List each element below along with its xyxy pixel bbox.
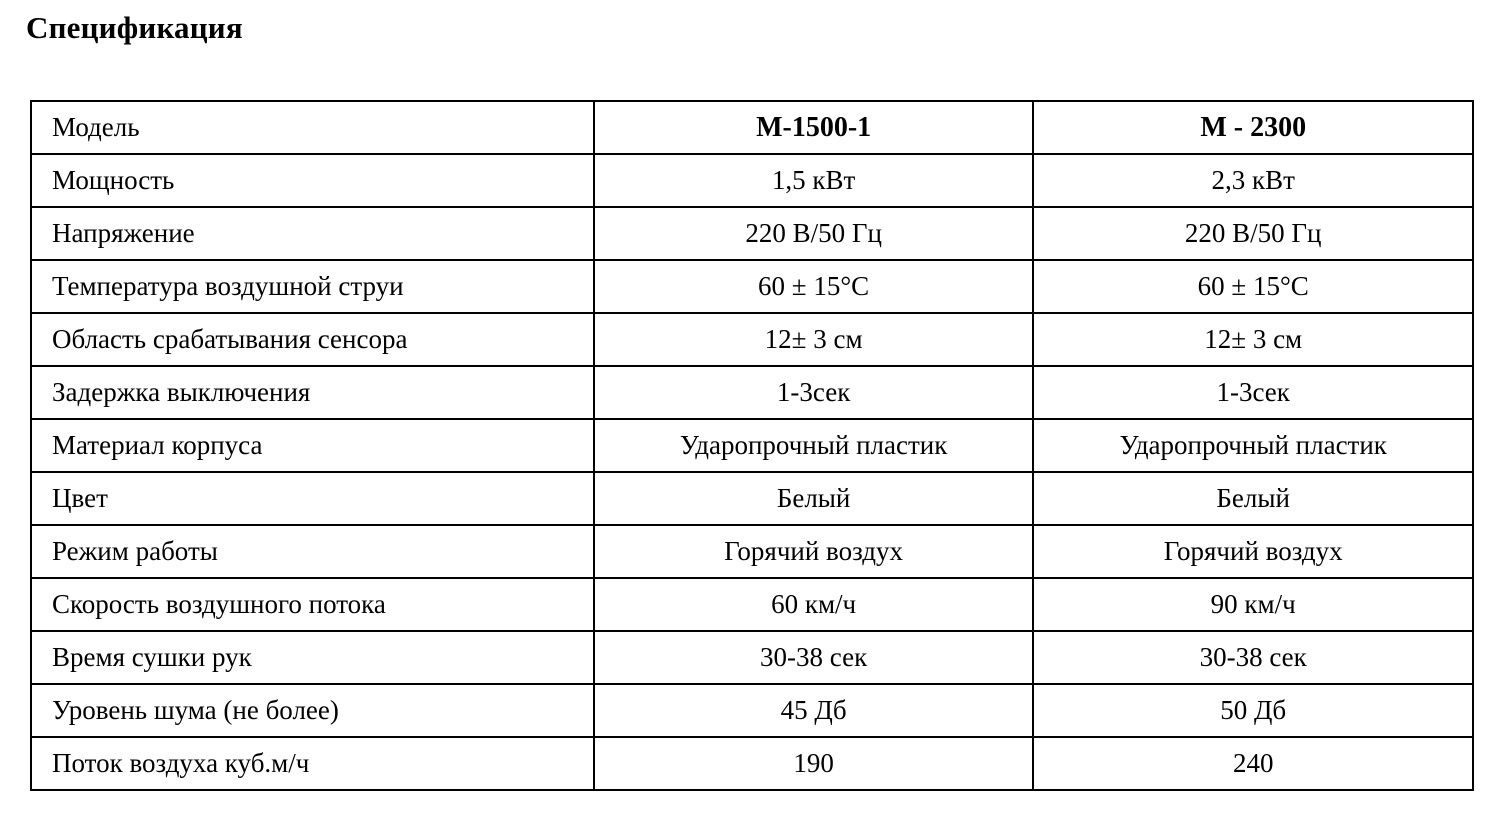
row-parameter: Область срабатывания сенсора [31,313,594,366]
row-value-model-2: 90 км/ч [1033,578,1473,631]
page-title: Спецификация [26,10,243,45]
row-value-model-1: 30-38 сек [594,631,1034,684]
row-parameter: Режим работы [31,525,594,578]
row-value-model-2: 30-38 сек [1033,631,1473,684]
table-row [31,260,1473,313]
row-parameter: Время сушки рук [31,631,594,684]
row-value-model-1: 60 км/ч [594,578,1034,631]
row-parameter: Мощность [31,154,594,207]
row-value-model-1: Горячий воздух [594,525,1034,578]
table-row [31,631,1473,684]
table-row [31,154,1473,207]
header-model-2: М - 2300 [1033,101,1473,154]
row-value-model-2: 50 Дб [1033,684,1473,737]
row-value-model-1: 60 ± 15°С [594,260,1034,313]
row-value-model-1: 1,5 кВт [594,154,1034,207]
table-row [31,737,1473,790]
row-value-model-2: 240 [1033,737,1473,790]
row-value-model-2: 220 В/50 Гц [1033,207,1473,260]
header-model-1: М-1500-1 [594,101,1034,154]
table-row [31,472,1473,525]
row-parameter: Уровень шума (не более) [31,684,594,737]
table-row [31,419,1473,472]
table-row [31,366,1473,419]
row-parameter: Задержка выключения [31,366,594,419]
row-value-model-2: Ударопрочный пластик [1033,419,1473,472]
table-row [31,578,1473,631]
table-row [31,525,1473,578]
row-value-model-1: 220 В/50 Гц [594,207,1034,260]
row-value-model-1: 12± 3 см [594,313,1034,366]
row-parameter: Цвет [31,472,594,525]
row-value-model-2: 1-3сек [1033,366,1473,419]
row-value-model-1: 1-3сек [594,366,1034,419]
row-parameter: Поток воздуха куб.м/ч [31,737,594,790]
row-value-model-1: Белый [594,472,1034,525]
row-parameter: Температура воздушной струи [31,260,594,313]
row-value-model-2: Горячий воздух [1033,525,1473,578]
row-value-model-2: 12± 3 см [1033,313,1473,366]
table-row [31,313,1473,366]
table-body [31,101,1473,790]
row-parameter: Напряжение [31,207,594,260]
table-row [31,207,1473,260]
table-header-row [31,101,1473,154]
row-value-model-1: 190 [594,737,1034,790]
row-parameter: Материал корпуса [31,419,594,472]
header-parameter-label: Модель [31,101,594,154]
row-value-model-2: 60 ± 15°С [1033,260,1473,313]
specification-table [30,100,1474,791]
row-value-model-2: Белый [1033,472,1473,525]
table-row [31,684,1473,737]
row-parameter: Скорость воздушного потока [31,578,594,631]
row-value-model-1: 45 Дб [594,684,1034,737]
row-value-model-2: 2,3 кВт [1033,154,1473,207]
row-value-model-1: Ударопрочный пластик [594,419,1034,472]
